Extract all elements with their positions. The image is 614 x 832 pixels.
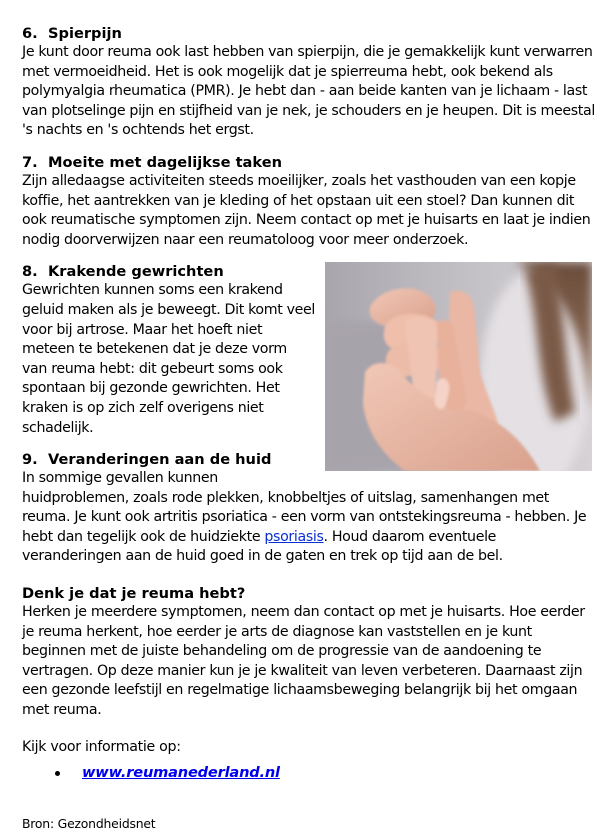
section-title: Veranderingen aan de huid bbox=[48, 451, 272, 469]
source-credit: Bron: Gezondheidsnet bbox=[22, 815, 156, 831]
section-body bbox=[22, 469, 597, 567]
section-number: 9. bbox=[22, 451, 38, 469]
section-title: Spierpijn bbox=[48, 25, 122, 42]
hands-joint-image bbox=[325, 262, 592, 471]
section-body: Zijn alledaagse activiteiten steeds moeilijker, zoals het vasthouden van een kopje koffie, het aantrekken van je kleding of het opstaan uit een stoel? Dan kunnen dit ook reumatische symptomen zijn. Neem contact op met je huisarts en laat je indien nodig doorverwijzen naar een reumatoloog voor meer onderzoek. bbox=[22, 172, 591, 248]
section-body: Je kunt door reuma ook last hebben van spierpijn, die je gemakkelijk kunt verwarren met vermoeidheid. Het is ook mogelijk dat je spierreuma hebt, ook bekend als polymyalgia rheumatica (PMR). Je hebt dan - aan beide kanten van je lichaam - last van plotselinge pijn en stijfheid van je nek, je schouders en je heupen. Dit is meestal 's nachts en 's ochtends het ergst. bbox=[22, 44, 595, 139]
section-title: Krakende gewrichten bbox=[48, 263, 224, 281]
section-body-part1: In sommige gevallen kunnen huidproblemen, zoals rode plekken, knobbeltjes of uitslag, samenhangen met reuma. Je kunt ook artritis psoriatica - een vorm van ontstekingsreuma - hebben. Je hebt dan tegelijk ook de huidziekte bbox=[22, 470, 587, 545]
section-heading bbox=[22, 24, 597, 43]
resource-item bbox=[22, 763, 597, 783]
section-number: 6. bbox=[22, 25, 38, 42]
psoriasis-link[interactable]: psoriasis bbox=[264, 528, 324, 545]
conclusion-heading: Denk je dat je reuma hebt? bbox=[22, 585, 246, 603]
section-number: 7. bbox=[22, 153, 38, 171]
section-conclusion bbox=[22, 584, 597, 721]
section-number: 8. bbox=[22, 263, 38, 281]
section-spierpijn bbox=[22, 24, 597, 141]
bullet-icon bbox=[55, 771, 60, 776]
section-body: Gewrichten kunnen soms een krakend geluid maken als je beweegt. Dit komt veel voor bij artrose. Maar het hoeft niet meteen te betekenen dat je deze vorm van reuma hebt: dit gebeurt soms ook spontaan bij gezonde gewrichten. Het kraken is op zich zelf overigens niet schadelijk. bbox=[22, 282, 315, 436]
article bbox=[22, 24, 597, 832]
section-body-part2: . Houd daarom eventuele veranderingen aan de huid goed in de gaten en trek op tijd aan de bel. bbox=[22, 528, 503, 565]
section-dagelijkse-taken bbox=[22, 153, 597, 250]
resources-list bbox=[22, 763, 597, 783]
hands-photo bbox=[325, 262, 592, 471]
conclusion-body: Herken je meerdere symptomen, neem dan contact op met je huisarts. Hoe eerder je reuma herkent, hoe eerder je arts de diagnose kan vaststellen en je kunt beginnen met de juiste behandeling om de progressie van de aandoening te vertragen. Op deze manier kun je je kwaliteit van leven verbeteren. Daarnaast zijn een gezonde leefstijl en regelmatige lichaamsbeweging belangrijk bij het omgaan met reuma. bbox=[22, 604, 585, 719]
reumanederland-link[interactable]: www.reumanederland.nl bbox=[82, 763, 280, 781]
section-title: Moeite met dagelijkse taken bbox=[48, 153, 283, 171]
resources-intro: Kijk voor informatie op: bbox=[22, 738, 181, 755]
section-heading bbox=[22, 153, 597, 172]
